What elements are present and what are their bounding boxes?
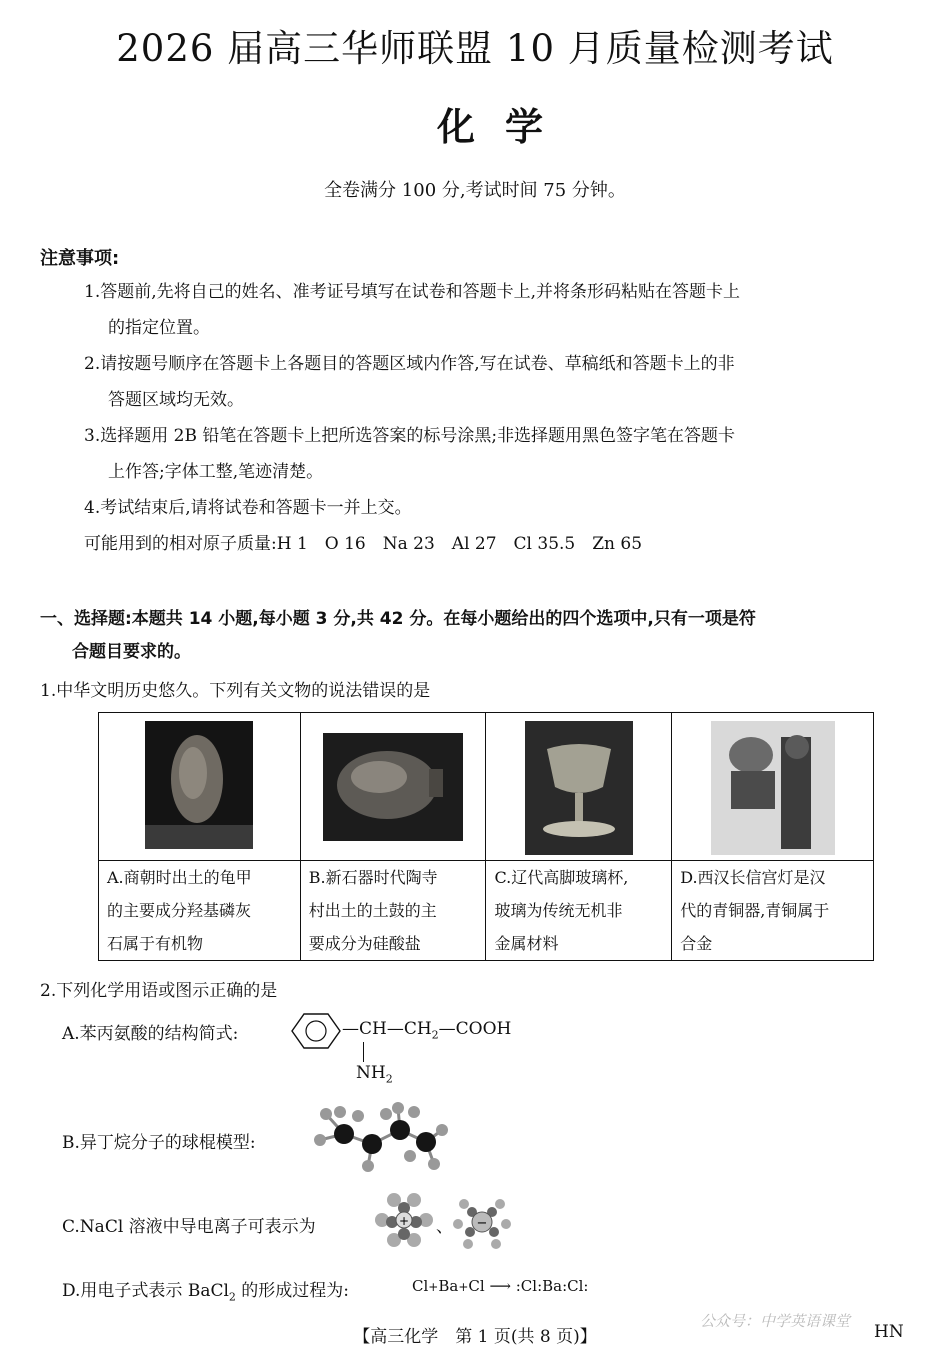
d-cl-right: Cl bbox=[468, 1277, 485, 1295]
region-code: HN bbox=[874, 1322, 904, 1342]
q1-option-c-line2: 玻璃为传统无机非 bbox=[494, 901, 623, 920]
q1-option-a-line1: A.商朝时出土的龟甲 bbox=[107, 868, 252, 887]
q1-photo-cell-d bbox=[672, 713, 874, 861]
q1-option-d-line1: D.西汉长信宫灯是汉 bbox=[680, 868, 826, 887]
q2-option-c-separator: 、 bbox=[436, 1217, 453, 1237]
hydrated-anion-model bbox=[450, 1190, 514, 1252]
q2-option-c-label: C.NaCl 溶液中导电离子可表示为 bbox=[62, 1217, 316, 1237]
q2-option-a-formula bbox=[342, 1019, 511, 1041]
watermark: 公众号：中学英语课堂 bbox=[700, 1312, 851, 1330]
d-cl-left: Cl bbox=[412, 1277, 429, 1295]
exam-info: 全卷满分 100 分,考试时间 75 分钟。 bbox=[324, 180, 626, 201]
exam-title: 2026 届高三华师联盟 10 月质量检测考试 bbox=[116, 27, 834, 70]
anion-sign: − bbox=[476, 1216, 488, 1231]
benzene-ring-icon bbox=[290, 1010, 342, 1052]
notice-heading: 注意事项: bbox=[40, 248, 120, 269]
q1-option-b-line3: 要成分为硅酸盐 bbox=[308, 934, 421, 953]
q2-a-bond bbox=[363, 1042, 364, 1062]
notice-item-4: 4.考试结束后,请将试卷和答题卡一并上交。 bbox=[84, 498, 412, 518]
section-heading bbox=[40, 603, 910, 669]
q1-option-d-line2: 代的青铜器,青铜属于 bbox=[680, 901, 830, 920]
page-footer: 【高三化学 第 1 页(共 8 页)】 bbox=[353, 1327, 597, 1347]
d-ba: Ba bbox=[438, 1277, 459, 1295]
q2-stem: 2.下列化学用语或图示正确的是 bbox=[40, 981, 278, 1001]
notice-item-2-cont: 答题区域均无效。 bbox=[108, 390, 244, 410]
q2-option-b-label: B.异丁烷分子的球棍模型: bbox=[62, 1133, 256, 1153]
q1-photo-cell-b bbox=[300, 713, 486, 861]
q2-option-a-label: A.苯丙氨酸的结构简式: bbox=[62, 1024, 239, 1044]
notice-item-1: 1.答题前,先将自己的姓名、准考证号填写在试卷和答题卡上,并将条形码粘贴在答题卡上 bbox=[84, 282, 741, 302]
q1-option-c-line3: 金属材料 bbox=[494, 934, 559, 953]
q1-photo-cell-a bbox=[99, 713, 301, 861]
q2-a-tail: —COOH bbox=[438, 1019, 512, 1039]
q2-a-nh2 bbox=[356, 1063, 393, 1085]
cation-sign: + bbox=[398, 1214, 410, 1228]
q1-option-c bbox=[486, 861, 672, 961]
q1-option-b bbox=[300, 861, 486, 961]
tortoise-shell-photo bbox=[145, 721, 253, 849]
q1-option-a-line2: 的主要成分羟基磷灰 bbox=[107, 901, 252, 920]
q2-a-chain: —CH—CH bbox=[342, 1019, 432, 1039]
glass-cup-photo bbox=[525, 721, 633, 855]
notice-item-3: 3.选择题用 2B 铅笔在答题卡上把所选答案的标号涂黑;非选择题用黑色签字笔在答题卡 bbox=[84, 426, 736, 446]
d-product: :Cl:Ba:Cl: bbox=[515, 1277, 589, 1295]
d-arrow: ⟶ bbox=[489, 1277, 511, 1295]
isobutane-ball-stick-model bbox=[310, 1100, 450, 1172]
q2-d-sub: 2 bbox=[228, 1290, 236, 1304]
d-plus-2: + bbox=[458, 1280, 469, 1294]
q2-a-sub: 2 bbox=[431, 1028, 439, 1042]
atomic-masses: 可能用到的相对原子质量:H 1 O 16 Na 23 Al 27 Cl 35.5 Zn 65 bbox=[84, 534, 643, 554]
q1-relics-table bbox=[98, 712, 874, 961]
q1-option-d bbox=[672, 861, 874, 961]
q1-option-a bbox=[99, 861, 301, 961]
q2-d-post: 的形成过程为: bbox=[235, 1281, 350, 1301]
q2-option-d-label bbox=[62, 1276, 349, 1303]
section-heading-line1: 一、选择题:本题共 14 小题,每小题 3 分,共 42 分。在每小题给出的四个选项中,只有一项是符 bbox=[40, 609, 756, 629]
notice-item-1-cont: 的指定位置。 bbox=[108, 318, 210, 338]
q1-option-c-line1: C.辽代高脚玻璃杯, bbox=[494, 868, 629, 887]
q2-d-pre: D.用电子式表示 BaCl bbox=[62, 1281, 229, 1301]
q1-option-a-line3: 石属于有机物 bbox=[107, 934, 204, 953]
q2-a-nh-sub: 2 bbox=[385, 1072, 393, 1086]
q1-option-d-line3: 合金 bbox=[680, 934, 713, 953]
section-heading-line2: 合题目要求的。 bbox=[72, 642, 191, 662]
q2-a-nh: NH bbox=[356, 1063, 386, 1083]
q1-stem: 1.中华文明历史悠久。下列有关文物的说法错误的是 bbox=[40, 681, 431, 701]
pottery-drum-photo bbox=[323, 733, 463, 841]
hydrated-cation-model bbox=[372, 1188, 436, 1252]
q2-option-d-equation bbox=[412, 1277, 588, 1295]
q1-option-b-line1: B.新石器时代陶寺 bbox=[308, 868, 438, 887]
d-plus-1: + bbox=[428, 1280, 439, 1294]
subject-title: 化学 bbox=[436, 104, 573, 149]
notice-item-2: 2.请按题号顺序在答题卡上各题目的答题区域内作答,写在试卷、草稿纸和答题卡上的非 bbox=[84, 354, 735, 374]
bronze-lamp-photo bbox=[711, 721, 835, 855]
notice-item-3-cont: 上作答;字体工整,笔迹清楚。 bbox=[108, 462, 324, 482]
q1-option-b-line2: 村出土的土鼓的主 bbox=[308, 901, 437, 920]
q1-photo-cell-c bbox=[486, 713, 672, 861]
